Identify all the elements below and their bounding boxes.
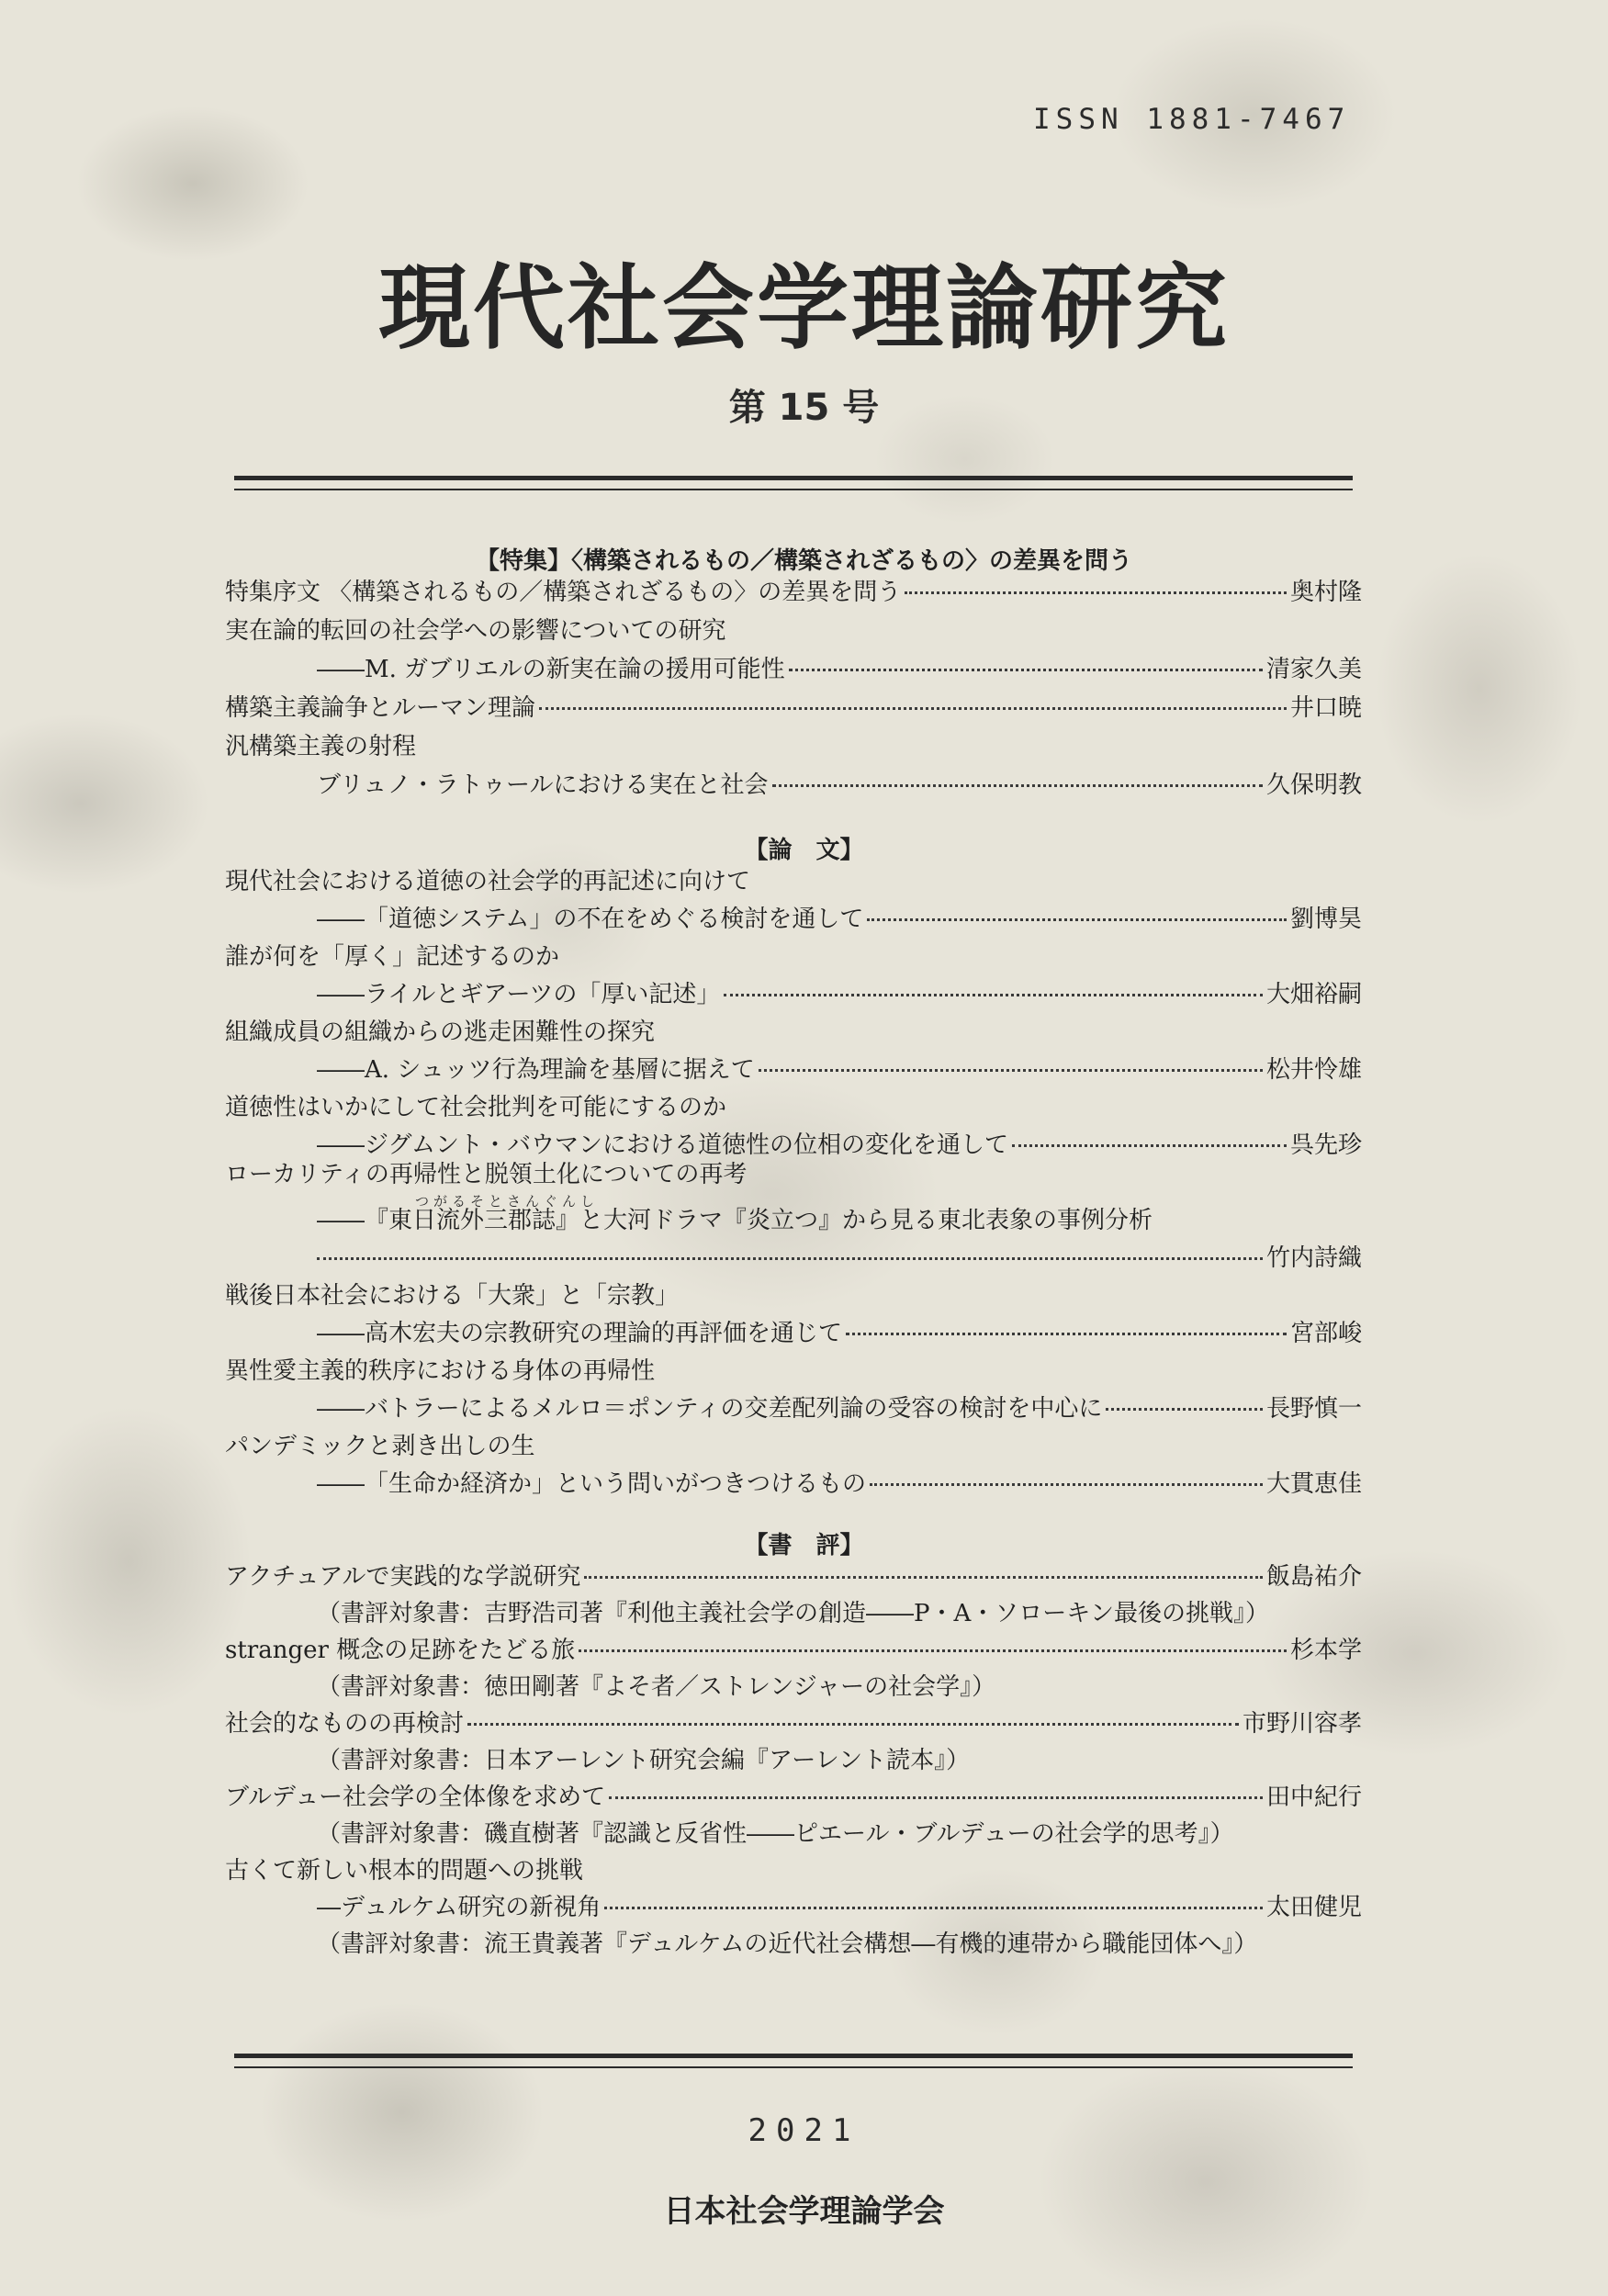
- toc-entry-title: [225, 1161, 1362, 1188]
- publisher-name: 日本社会学理論学会: [663, 2193, 945, 2230]
- dot-leader: [579, 1649, 1287, 1652]
- entry-subtitle: ――バトラーによるメルロ＝ポンティの交差配列論の受容の検討を中心に: [317, 1395, 1103, 1423]
- entry-title: 異性愛主義的秩序における身体の再帰性: [225, 1357, 656, 1385]
- toc-entry: [225, 579, 1362, 606]
- entry-title: 組織成員の組織からの逃走困難性の探究: [225, 1019, 656, 1046]
- toc-entry: [225, 1637, 1362, 1664]
- entry-author: 太田健児: [1265, 1894, 1362, 1921]
- toc-entry: [317, 656, 1362, 683]
- entry-author: 松井怜雄: [1265, 1056, 1362, 1084]
- toc-entry: [317, 1131, 1362, 1159]
- entry-title: 戦後日本社会における「大衆」と「宗教」: [225, 1282, 680, 1310]
- toc-entry-title: [225, 1857, 1362, 1885]
- entry-author: 劉博昊: [1289, 906, 1362, 933]
- entry-title: 現代社会における道徳の社会学的再記述に向けて: [225, 868, 751, 895]
- entry-title: stranger 概念の足跡をたどる旅: [225, 1637, 576, 1664]
- entry-title: 特集序文 〈構築されるもの／構築されざるもの〉の差異を問う: [225, 579, 902, 606]
- toc-entry-note: [317, 1600, 1362, 1627]
- toc-entry-title: [225, 617, 1362, 645]
- toc-entry: [317, 906, 1362, 933]
- publication-year: 2021: [748, 2112, 860, 2149]
- bottom-divider: [234, 2054, 1353, 2068]
- entry-title: 道徳性はいかにして社会批判を可能にするのか: [225, 1094, 727, 1121]
- toc-entry-title: [225, 943, 1362, 971]
- entry-author: 田中紀行: [1265, 1784, 1362, 1811]
- entry-title: ブルデュー社会学の全体像を求めて: [225, 1784, 606, 1811]
- toc-entry: [317, 1244, 1362, 1272]
- dot-leader: [759, 1069, 1263, 1072]
- entry-subtitle: ――ジグムント・バウマンにおける道徳性の位相の変化を通して: [317, 1131, 1008, 1159]
- toc-entry-note: [317, 1820, 1362, 1848]
- entry-subtitle: ――高木宏夫の宗教研究の理論的再評価を通じて: [317, 1320, 843, 1347]
- section-heading-special: 【特集】〈構築されるもの／構築されざるもの〉の差異を問う: [475, 547, 1132, 575]
- dot-leader: [905, 591, 1287, 594]
- dot-leader: [867, 918, 1287, 921]
- dot-leader: [609, 1796, 1263, 1799]
- entry-subtitle: ――『東日流外三郡誌』と大河ドラマ『炎立つ』から見る東北表象の事例分析: [317, 1207, 1153, 1234]
- entry-title: 古くて新しい根本的問題への挑戦: [225, 1857, 584, 1885]
- entry-subtitle: ――ライルとギアーツの「厚い記述」: [317, 981, 721, 1008]
- entry-title: ローカリティの再帰性と脱領土化についての再考: [225, 1161, 748, 1188]
- entry-title: 社会的なものの再検討: [225, 1710, 465, 1738]
- entry-author: 久保明教: [1265, 771, 1362, 799]
- review-target-note: （書評対象書：徳田剛著『よそ者／ストレンジャーの社会学』）: [317, 1673, 996, 1701]
- section-heading-reviews: 【書 評】: [744, 1532, 864, 1559]
- entry-author: 竹内詩織: [1265, 1244, 1362, 1272]
- review-target-note: （書評対象書：吉野浩司著『利他主義社会学の創造――P・A・ソローキン最後の挑戦』）: [317, 1600, 1270, 1627]
- entry-title: パンデミックと剥き出しの生: [225, 1433, 535, 1460]
- review-target-note: （書評対象書：流王貴義著『デュルケムの近代社会構想―有機的連帯から職能団体へ』）: [317, 1930, 1258, 1958]
- issn-number: ISSN 1881-7467: [1033, 103, 1351, 136]
- toc-entry: [225, 1710, 1362, 1738]
- toc-entry-note: [317, 1673, 1362, 1701]
- toc-entry: [317, 1894, 1362, 1921]
- toc-entry-title: [225, 1282, 1362, 1310]
- dot-leader: [539, 707, 1287, 710]
- toc-entry-title: [317, 1207, 1362, 1234]
- top-divider: [234, 476, 1353, 490]
- toc-entry-title: [225, 1357, 1362, 1385]
- entry-title: 構築主義論争とルーマン理論: [225, 694, 536, 722]
- toc-entry: [225, 1563, 1362, 1591]
- entry-title: アクチュアルで実践的な学説研究: [225, 1563, 581, 1591]
- entry-subtitle: ブリュノ・ラトゥールにおける実在と社会: [317, 771, 769, 799]
- entry-subtitle: ――「道徳システム」の不在をめぐる検討を通して: [317, 906, 864, 933]
- entry-author: 大畑裕嗣: [1265, 981, 1362, 1008]
- review-target-note: （書評対象書：日本アーレント研究会編『アーレント読本』）: [317, 1747, 971, 1774]
- toc-entry: [317, 981, 1362, 1008]
- entry-author: 奥村隆: [1289, 579, 1362, 606]
- entry-title: 汎構築主義の射程: [225, 733, 417, 760]
- toc-entry: [317, 771, 1362, 799]
- entry-author: 清家久美: [1265, 656, 1362, 683]
- entry-subtitle: ―デュルケム研究の新視角: [317, 1894, 602, 1921]
- toc-entry: [225, 1784, 1362, 1811]
- entry-author: 長野慎一: [1265, 1395, 1362, 1423]
- toc-entry-title: [225, 1094, 1362, 1121]
- review-target-note: （書評対象書：磯直樹著『認識と反省性――ピエール・ブルデューの社会学的思考』）: [317, 1820, 1234, 1848]
- toc-entry: [317, 1395, 1362, 1423]
- entry-author: 井口暁: [1289, 694, 1362, 722]
- dot-leader: [584, 1576, 1263, 1579]
- toc-entry-note: [317, 1747, 1362, 1774]
- dot-leader: [870, 1483, 1263, 1486]
- ruby-reading: つがるそとさんぐんし: [415, 1193, 600, 1210]
- dot-leader: [317, 1257, 1263, 1260]
- journal-title: 現代社会学理論研究: [378, 254, 1230, 362]
- entry-author: 杉本学: [1289, 1637, 1362, 1664]
- toc-entry: [317, 1320, 1362, 1347]
- entry-subtitle: ――「生命か経済か」という問いがつきつけるもの: [317, 1470, 867, 1498]
- dot-leader: [789, 669, 1263, 671]
- toc-entry: [225, 694, 1362, 722]
- entry-author: 飯島祐介: [1265, 1563, 1362, 1591]
- entry-title: 実在論的転回の社会学への影響についての研究: [225, 617, 726, 645]
- entry-author: 市野川容孝: [1242, 1710, 1362, 1738]
- toc-entry: [317, 1470, 1362, 1498]
- entry-subtitle: ――M. ガブリエルの新実在論の援用可能性: [317, 656, 785, 683]
- dot-leader: [772, 784, 1263, 787]
- toc-entry-title: [225, 1433, 1362, 1460]
- toc-entry-note: [317, 1930, 1362, 1958]
- dot-leader: [846, 1333, 1287, 1335]
- dot-leader: [467, 1723, 1239, 1726]
- dot-leader: [604, 1907, 1263, 1909]
- toc-entry-title: [225, 1019, 1362, 1046]
- issue-number: 第 15 号: [728, 387, 880, 429]
- toc-entry: [317, 1056, 1362, 1084]
- dot-leader: [724, 994, 1263, 996]
- section-heading-papers: 【論 文】: [744, 837, 864, 864]
- dot-leader: [1012, 1144, 1287, 1147]
- entry-subtitle: ――A. シュッツ行為理論を基層に据えて: [317, 1056, 755, 1084]
- toc-entry-title: [225, 733, 1362, 760]
- entry-author: 大貫恵佳: [1265, 1470, 1362, 1498]
- toc-entry-title: [225, 868, 1362, 895]
- entry-author: 宮部峻: [1289, 1320, 1362, 1347]
- entry-title: 誰が何を「厚く」記述するのか: [225, 943, 560, 971]
- entry-author: 呉先珍: [1289, 1131, 1362, 1159]
- dot-leader: [1106, 1408, 1263, 1411]
